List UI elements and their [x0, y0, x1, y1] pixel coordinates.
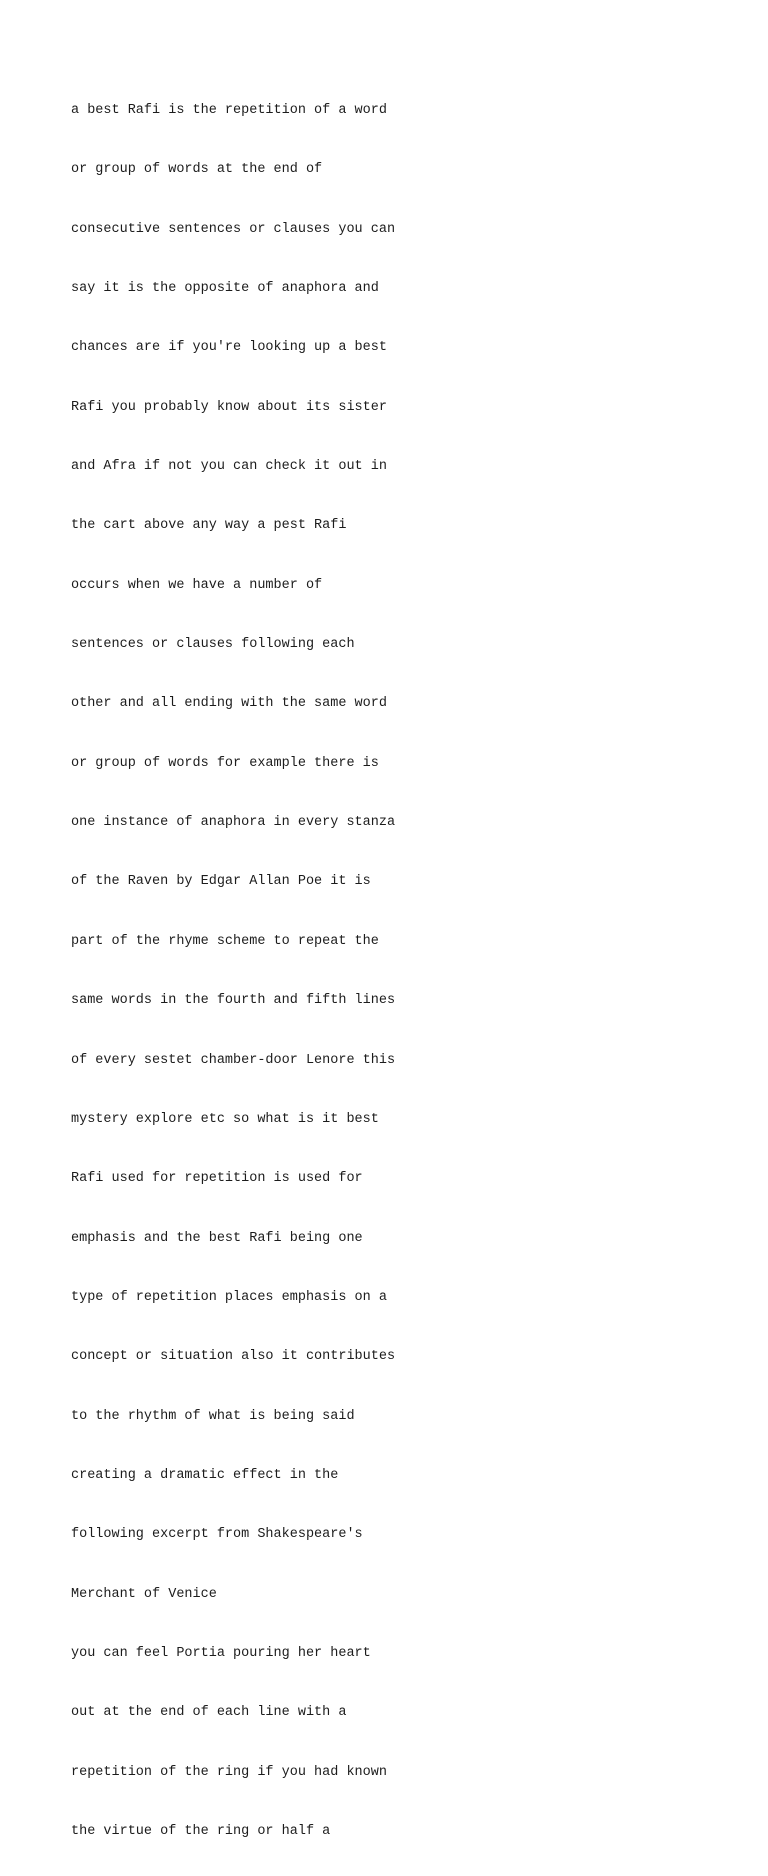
text-line: creating a dramatic effect in the	[71, 1467, 339, 1483]
text-line: or group of words at the end of	[71, 162, 323, 178]
text-line: of the Raven by Edgar Allan Poe it is	[71, 874, 371, 890]
transcript-text	[71, 66, 711, 1876]
text-line: and Afra if not you can check it out in	[71, 459, 387, 475]
text-line: Rafi used for repetition is used for	[71, 1171, 363, 1187]
text-line: the virtue of the ring or half a	[71, 1823, 331, 1839]
text-line: a best Rafi is the repetition of a word	[71, 103, 387, 118]
text-line: Merchant of Venice	[71, 1586, 217, 1602]
text-line: occurs when we have a number of	[71, 577, 323, 593]
text-line: you can feel Portia pouring her heart	[71, 1645, 371, 1661]
text-line: the cart above any way a pest Rafi	[71, 518, 347, 534]
text-line: out at the end of each line with a	[71, 1705, 347, 1721]
text-line: mystery explore etc so what is it best	[71, 1111, 379, 1127]
text-line: chances are if you're looking up a best	[71, 340, 387, 356]
text-line: type of repetition places emphasis on a	[71, 1289, 387, 1305]
text-line: emphasis and the best Rafi being one	[71, 1230, 363, 1246]
text-line: repetition of the ring if you had known	[71, 1764, 387, 1780]
text-line: other and all ending with the same word	[71, 696, 387, 712]
text-line: consecutive sentences or clauses you can	[71, 221, 396, 237]
text-line: following excerpt from Shakespeare's	[71, 1527, 363, 1543]
text-line: same words in the fourth and fifth lines	[71, 993, 396, 1009]
text-line: sentences or clauses following each	[71, 637, 355, 653]
text-line: Rafi you probably know about its sister	[71, 399, 387, 415]
text-line: or group of words for example there is	[71, 755, 379, 771]
text-line: of every sestet chamber-door Lenore this	[71, 1052, 396, 1068]
text-line: to the rhythm of what is being said	[71, 1408, 355, 1424]
text-line: part of the rhyme scheme to repeat the	[71, 933, 379, 949]
text-line: one instance of anaphora in every stanza	[71, 815, 396, 831]
text-line: concept or situation also it contributes	[71, 1349, 396, 1365]
text-line: say it is the opposite of anaphora and	[71, 281, 379, 297]
